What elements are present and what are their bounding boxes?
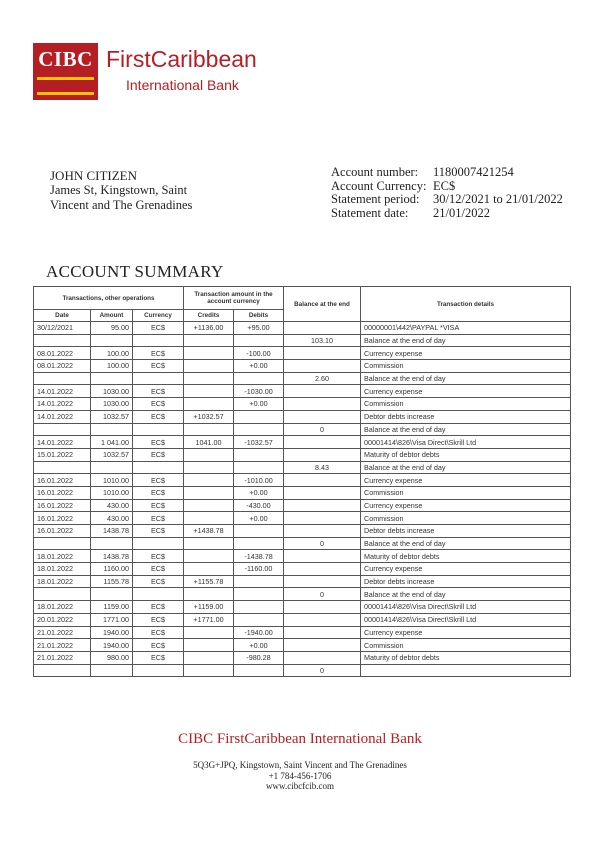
cell-debits: -100.00 xyxy=(234,347,284,360)
cell-debits xyxy=(234,334,284,347)
table-row xyxy=(34,563,571,576)
cell-balance xyxy=(284,525,361,538)
cell-currency: EC$ xyxy=(133,563,184,576)
cell-amount: 430.00 xyxy=(91,499,133,512)
cell-debits xyxy=(234,525,284,538)
cell-debits xyxy=(234,575,284,588)
cell-credits xyxy=(184,550,234,563)
cell-debits: -430.00 xyxy=(234,499,284,512)
header-amount-group: Transaction amount in the account currency xyxy=(184,287,284,310)
cell-date: 21.01.2022 xyxy=(34,639,91,652)
cell-credits xyxy=(184,626,234,639)
cell-credits: +1771.00 xyxy=(184,613,234,626)
cell-credits xyxy=(184,385,234,398)
cell-date: 14.01.2022 xyxy=(34,436,91,449)
table-row xyxy=(34,525,571,538)
header-credits: Credits xyxy=(184,310,234,322)
account-currency-row xyxy=(331,180,563,194)
cell-details: Balance at the end of day xyxy=(361,334,571,347)
cell-balance: 103.10 xyxy=(284,334,361,347)
cell-amount xyxy=(91,461,133,474)
account-info xyxy=(331,166,563,220)
cell-date: 14.01.2022 xyxy=(34,410,91,423)
cell-credits xyxy=(184,372,234,385)
cell-amount: 100.00 xyxy=(91,360,133,373)
cell-currency: EC$ xyxy=(133,512,184,525)
table-row xyxy=(34,461,571,474)
cell-debits xyxy=(234,588,284,601)
cell-debits: -1940.00 xyxy=(234,626,284,639)
cell-date: 08.01.2022 xyxy=(34,347,91,360)
cell-credits xyxy=(184,651,234,664)
cell-debits: -1160.00 xyxy=(234,563,284,576)
cell-credits xyxy=(184,448,234,461)
table-row xyxy=(34,664,571,677)
cell-details: Maturity of debtor debts xyxy=(361,550,571,563)
cell-credits: +1438.78 xyxy=(184,525,234,538)
cell-details: Currency expense xyxy=(361,474,571,487)
logo-cibc-text: CIBC xyxy=(38,47,93,71)
cell-credits xyxy=(184,512,234,525)
cell-balance: 8.43 xyxy=(284,461,361,474)
cell-balance: 0 xyxy=(284,664,361,677)
cell-date: 18.01.2022 xyxy=(34,601,91,614)
table-row xyxy=(34,423,571,436)
cell-balance xyxy=(284,448,361,461)
cell-date: 16.01.2022 xyxy=(34,525,91,538)
table-row xyxy=(34,486,571,499)
cell-details: Commission xyxy=(361,512,571,525)
table-row xyxy=(34,436,571,449)
table-row xyxy=(34,537,571,550)
cell-date: 21.01.2022 xyxy=(34,626,91,639)
cell-details: Commission xyxy=(361,360,571,373)
cell-currency: EC$ xyxy=(133,601,184,614)
account-number-label: Account number: xyxy=(331,165,419,179)
cell-debits: -1010.00 xyxy=(234,474,284,487)
cell-date xyxy=(34,461,91,474)
table-row xyxy=(34,322,571,335)
cell-date xyxy=(34,537,91,550)
table-row xyxy=(34,385,571,398)
footer-phone: +1 784-456-1706 xyxy=(268,770,332,781)
table-row xyxy=(34,588,571,601)
cell-debits: -1438.78 xyxy=(234,550,284,563)
cell-details: Balance at the end of day xyxy=(361,537,571,550)
cell-balance xyxy=(284,512,361,525)
table-row xyxy=(34,550,571,563)
table-row xyxy=(34,347,571,360)
footer-bank-name: CIBC FirstCaribbean International Bank xyxy=(178,731,422,747)
cell-details: Currency expense xyxy=(361,385,571,398)
cell-credits xyxy=(184,664,234,677)
cell-currency xyxy=(133,334,184,347)
table-row xyxy=(34,651,571,664)
header-transactions-group: Transactions, other operations xyxy=(34,287,184,310)
cell-currency: EC$ xyxy=(133,575,184,588)
table-row xyxy=(34,626,571,639)
cell-currency: EC$ xyxy=(133,550,184,563)
cell-amount: 1030.00 xyxy=(91,398,133,411)
cell-amount: 1159.00 xyxy=(91,601,133,614)
cell-amount: 100.00 xyxy=(91,347,133,360)
cell-date xyxy=(34,372,91,385)
cell-date: 16.01.2022 xyxy=(34,474,91,487)
statement-date-value: 21/01/2022 xyxy=(433,205,490,220)
cell-amount: 1 041.00 xyxy=(91,436,133,449)
cell-debits xyxy=(234,372,284,385)
table-row xyxy=(34,613,571,626)
cell-balance xyxy=(284,601,361,614)
cell-date: 15.01.2022 xyxy=(34,448,91,461)
cell-credits xyxy=(184,563,234,576)
cell-credits xyxy=(184,588,234,601)
cell-balance xyxy=(284,385,361,398)
cell-credits: +1136.00 xyxy=(184,322,234,335)
footer-website[interactable]: www.cibcfcib.com xyxy=(266,781,334,791)
cell-debits: +0.00 xyxy=(234,639,284,652)
cell-debits xyxy=(234,664,284,677)
table-row xyxy=(34,575,571,588)
cell-amount: 1438.78 xyxy=(91,525,133,538)
cell-date: 18.01.2022 xyxy=(34,563,91,576)
cell-amount xyxy=(91,334,133,347)
cell-details: Currency expense xyxy=(361,563,571,576)
cell-details: Balance at the end of day xyxy=(361,372,571,385)
logo-international-bank: International Bank xyxy=(126,77,239,93)
cell-details: Debtor debts increase xyxy=(361,410,571,423)
cell-amount: 95.00 xyxy=(91,322,133,335)
transactions-table xyxy=(33,286,571,677)
cell-currency: EC$ xyxy=(133,398,184,411)
cell-balance xyxy=(284,474,361,487)
cell-currency: EC$ xyxy=(133,385,184,398)
cell-balance: 2.60 xyxy=(284,372,361,385)
cell-currency: EC$ xyxy=(133,651,184,664)
footer-contact xyxy=(0,760,600,792)
cell-debits xyxy=(234,461,284,474)
cell-details: 00000001\442\PAYPAL *VISA xyxy=(361,322,571,335)
cell-credits: +1155.78 xyxy=(184,575,234,588)
cell-currency: EC$ xyxy=(133,360,184,373)
header-details: Transaction details xyxy=(361,287,571,322)
cell-credits: 1041.00 xyxy=(184,436,234,449)
cell-credits xyxy=(184,639,234,652)
header-balance: Balance at the end xyxy=(284,287,361,322)
customer-address-line1: James St, Kingstown, Saint xyxy=(50,183,188,197)
cell-debits xyxy=(234,448,284,461)
logo-firstcaribbean: FirstCaribbean xyxy=(106,46,257,72)
cell-credits xyxy=(184,499,234,512)
logo-stripe xyxy=(37,77,94,95)
cell-credits xyxy=(184,423,234,436)
cell-amount: 1032.57 xyxy=(91,410,133,423)
cell-debits: -1030.00 xyxy=(234,385,284,398)
cell-date xyxy=(34,423,91,436)
cell-amount: 1940.00 xyxy=(91,639,133,652)
cell-date: 08.01.2022 xyxy=(34,360,91,373)
table-row xyxy=(34,499,571,512)
cell-balance xyxy=(284,550,361,563)
header-debits: Debits xyxy=(234,310,284,322)
header-date: Date xyxy=(34,310,91,322)
cell-balance xyxy=(284,626,361,639)
cell-credits: +1032.57 xyxy=(184,410,234,423)
cell-date xyxy=(34,334,91,347)
cell-balance xyxy=(284,436,361,449)
cell-details: Commission xyxy=(361,486,571,499)
cell-balance xyxy=(284,347,361,360)
cell-debits xyxy=(234,423,284,436)
cell-balance xyxy=(284,651,361,664)
cell-debits xyxy=(234,601,284,614)
cell-balance: 0 xyxy=(284,588,361,601)
cell-amount xyxy=(91,588,133,601)
cell-balance: 0 xyxy=(284,423,361,436)
cell-credits xyxy=(184,461,234,474)
customer-address-line2: Vincent and The Grenadines xyxy=(50,198,193,212)
cell-details: 00001414\826\Visa Direct\Skrill Ltd xyxy=(361,613,571,626)
cell-currency: EC$ xyxy=(133,486,184,499)
cell-details: Debtor debts increase xyxy=(361,525,571,538)
cell-currency: EC$ xyxy=(133,626,184,639)
cell-date: 14.01.2022 xyxy=(34,398,91,411)
statement-period-label: Statement period: xyxy=(331,192,420,206)
cell-balance: 0 xyxy=(284,537,361,550)
cell-amount: 1010.00 xyxy=(91,474,133,487)
header-amount: Amount xyxy=(91,310,133,322)
table-row xyxy=(34,601,571,614)
account-number-row xyxy=(331,166,563,180)
cell-debits: +0.00 xyxy=(234,360,284,373)
cell-currency: EC$ xyxy=(133,474,184,487)
statement-period-value: 30/12/2021 to 21/01/2022 xyxy=(433,192,563,206)
cell-currency: EC$ xyxy=(133,448,184,461)
cell-currency xyxy=(133,372,184,385)
table-row xyxy=(34,639,571,652)
cell-debits: +0.00 xyxy=(234,398,284,411)
cell-amount: 1030.00 xyxy=(91,385,133,398)
cell-credits xyxy=(184,347,234,360)
cell-credits xyxy=(184,360,234,373)
cell-balance xyxy=(284,499,361,512)
cell-credits: +1159.00 xyxy=(184,601,234,614)
bank-logo-mark xyxy=(33,43,98,100)
cell-balance xyxy=(284,486,361,499)
cell-currency xyxy=(133,423,184,436)
customer-block xyxy=(50,168,192,213)
cell-details: 00001414\826\Visa Direct\Skrill Ltd xyxy=(361,436,571,449)
cell-details: Debtor debts increase xyxy=(361,575,571,588)
cell-balance xyxy=(284,360,361,373)
cell-currency xyxy=(133,461,184,474)
cell-credits xyxy=(184,398,234,411)
cell-date: 16.01.2022 xyxy=(34,486,91,499)
cell-balance xyxy=(284,410,361,423)
cell-currency xyxy=(133,537,184,550)
cell-details: 00001414\826\Visa Direct\Skrill Ltd xyxy=(361,601,571,614)
cell-currency xyxy=(133,588,184,601)
cell-amount: 1771.00 xyxy=(91,613,133,626)
cell-debits: -1032.57 xyxy=(234,436,284,449)
customer-name: JOHN CITIZEN xyxy=(50,168,138,183)
cell-debits: +0.00 xyxy=(234,486,284,499)
cell-details xyxy=(361,664,571,677)
cell-amount xyxy=(91,423,133,436)
cell-amount xyxy=(91,372,133,385)
account-summary-title: ACCOUNT SUMMARY xyxy=(46,262,224,281)
cell-amount: 1010.00 xyxy=(91,486,133,499)
cell-amount: 1032.57 xyxy=(91,448,133,461)
cell-date: 20.01.2022 xyxy=(34,613,91,626)
cell-date: 18.01.2022 xyxy=(34,575,91,588)
cell-debits xyxy=(234,537,284,550)
account-number-value: 1180007421254 xyxy=(433,165,514,179)
statement-date-row xyxy=(331,207,563,221)
cell-details: Balance at the end of day xyxy=(361,461,571,474)
cell-amount: 980.00 xyxy=(91,651,133,664)
cell-currency xyxy=(133,664,184,677)
table-row xyxy=(34,334,571,347)
cell-debits: -980.28 xyxy=(234,651,284,664)
header-currency: Currency xyxy=(133,310,184,322)
table-row xyxy=(34,398,571,411)
cell-credits xyxy=(184,537,234,550)
cell-balance xyxy=(284,563,361,576)
table-row xyxy=(34,372,571,385)
cell-debits: +95.00 xyxy=(234,322,284,335)
cell-amount: 1155.78 xyxy=(91,575,133,588)
cell-balance xyxy=(284,613,361,626)
cell-credits xyxy=(184,334,234,347)
table-row xyxy=(34,448,571,461)
cell-date: 16.01.2022 xyxy=(34,512,91,525)
cell-date: 21.01.2022 xyxy=(34,651,91,664)
statement-date-label: Statement date: xyxy=(331,205,409,220)
cell-credits xyxy=(184,486,234,499)
cell-debits xyxy=(234,410,284,423)
cell-balance xyxy=(284,398,361,411)
cell-currency: EC$ xyxy=(133,639,184,652)
cell-balance xyxy=(284,639,361,652)
table-row xyxy=(34,512,571,525)
cell-currency: EC$ xyxy=(133,525,184,538)
cell-details: Balance at the end of day xyxy=(361,423,571,436)
table-row xyxy=(34,474,571,487)
statement-period-row xyxy=(331,193,563,207)
cell-details: Currency expense xyxy=(361,499,571,512)
cell-details: Commission xyxy=(361,398,571,411)
cell-date xyxy=(34,588,91,601)
cell-date: 16.01.2022 xyxy=(34,499,91,512)
cell-debits: +0.00 xyxy=(234,512,284,525)
cell-details: Commission xyxy=(361,639,571,652)
cell-details: Balance at the end of day xyxy=(361,588,571,601)
cell-date xyxy=(34,664,91,677)
cell-details: Maturity of debtor debts xyxy=(361,448,571,461)
account-currency-value: EC$ xyxy=(433,178,456,193)
account-currency-label: Account Currency: xyxy=(331,178,427,193)
cell-date: 18.01.2022 xyxy=(34,550,91,563)
cell-balance xyxy=(284,322,361,335)
cell-amount: 430.00 xyxy=(91,512,133,525)
cell-details: Maturity of debtor debts xyxy=(361,651,571,664)
cell-debits xyxy=(234,613,284,626)
cell-date: 14.01.2022 xyxy=(34,385,91,398)
cell-credits xyxy=(184,474,234,487)
cell-currency: EC$ xyxy=(133,410,184,423)
cell-amount: 1940.00 xyxy=(91,626,133,639)
cell-amount: 1438.78 xyxy=(91,550,133,563)
cell-currency: EC$ xyxy=(133,499,184,512)
cell-balance xyxy=(284,575,361,588)
cell-amount xyxy=(91,537,133,550)
cell-currency: EC$ xyxy=(133,436,184,449)
cell-amount xyxy=(91,664,133,677)
table-row xyxy=(34,410,571,423)
footer-address: 5Q3G+JPQ, Kingstown, Saint Vincent and The Grenadines xyxy=(193,760,407,770)
cell-details: Currency expense xyxy=(361,347,571,360)
cell-currency: EC$ xyxy=(133,613,184,626)
cell-currency: EC$ xyxy=(133,347,184,360)
table-row xyxy=(34,360,571,373)
cell-amount: 1160.00 xyxy=(91,563,133,576)
cell-currency: EC$ xyxy=(133,322,184,335)
cell-date: 30/12/2021 xyxy=(34,322,91,335)
cell-details: Currency expense xyxy=(361,626,571,639)
